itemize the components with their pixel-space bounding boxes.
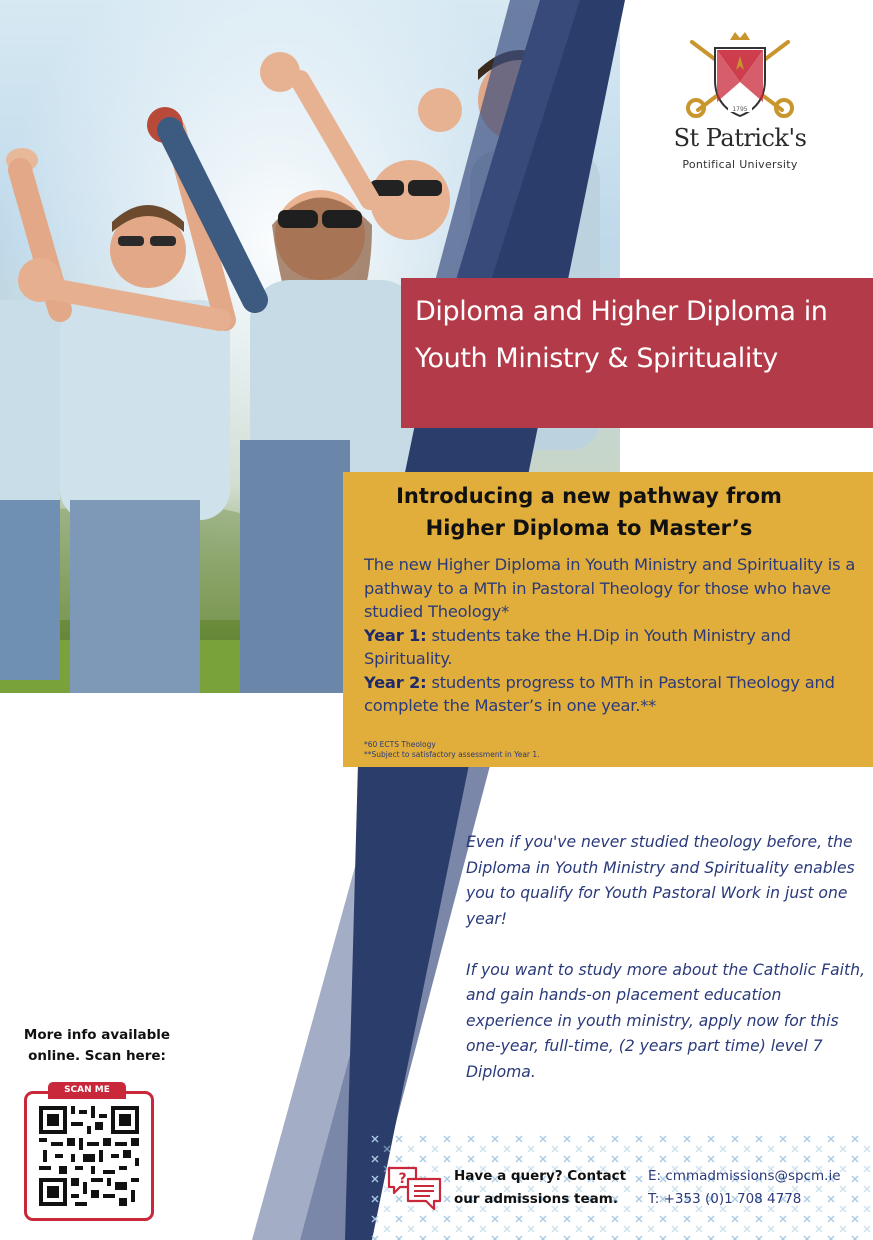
contact-details	[648, 1165, 868, 1211]
university-subtitle: Pontifical University	[682, 158, 798, 171]
crest-icon	[682, 30, 798, 122]
qr-code-card[interactable]	[24, 1091, 154, 1221]
footnote-ects: *60 ECTS Theology	[364, 740, 436, 749]
chat-icon	[386, 1165, 444, 1213]
contact-label	[454, 1165, 644, 1211]
svg-text:1795: 1795	[732, 106, 748, 113]
description-paragraph-2: If you want to study more about the Catholic Faith, and gain hands-on placement education experience in youth ministry, apply now for this one-year, full-time, (2 years part time) level 7 Diploma.	[466, 960, 865, 1081]
qr-code-icon[interactable]	[39, 1106, 139, 1206]
qr-info-line1: More info available	[23, 1027, 171, 1043]
contact-label-line2: our admissions team.	[454, 1191, 618, 1207]
contact-phone[interactable]: T: +353 (0)1 708 4778	[648, 1191, 802, 1207]
svg-text:?: ?	[398, 1171, 407, 1187]
contact-label-line1: Have a query? Contact	[454, 1168, 627, 1184]
qr-info-text	[18, 1025, 176, 1067]
year2-label: Year 2:	[364, 672, 427, 692]
scan-me-tab: SCAN ME	[48, 1082, 126, 1099]
pathway-heading-line2: Higher Diploma to Master’s	[425, 516, 753, 540]
university-logo	[660, 30, 820, 180]
pathway-body	[364, 553, 864, 718]
pathway-footnotes	[364, 740, 540, 760]
pathway-box	[343, 472, 873, 767]
university-name: St Patrick's	[673, 124, 807, 152]
contact-email[interactable]: E: cmmadmissions@spcm.ie	[648, 1168, 841, 1184]
qr-info-line2: online. Scan here:	[28, 1048, 166, 1064]
footnote-assessment: **Subject to satisfactory assessment in Year 1.	[364, 750, 540, 759]
description-paragraph-1: Even if you've never studied theology before, the Diploma in Youth Ministry and Spirituality enables you to qualify for Youth Pastoral Work in just one year!	[466, 833, 855, 928]
year1-label: Year 1:	[364, 625, 427, 645]
course-title: Diploma and Higher Diploma in Youth Ministry & Spirituality	[415, 296, 828, 374]
pathway-heading-line1: Introducing a new pathway from	[396, 484, 782, 508]
pathway-intro: The new Higher Diploma in Youth Ministry and Spirituality is a pathway to a MTh in Pastoral Theology for those who have studied Theology*	[364, 555, 856, 621]
course-description	[466, 830, 866, 1085]
year1-text: students take the H.Dip in Youth Ministry and Spirituality.	[364, 625, 791, 668]
course-title-box	[401, 278, 873, 428]
year2-text: students progress to MTh in Pastoral Theology and complete the Master’s in one year.**	[364, 672, 835, 715]
pathway-heading	[343, 480, 835, 544]
